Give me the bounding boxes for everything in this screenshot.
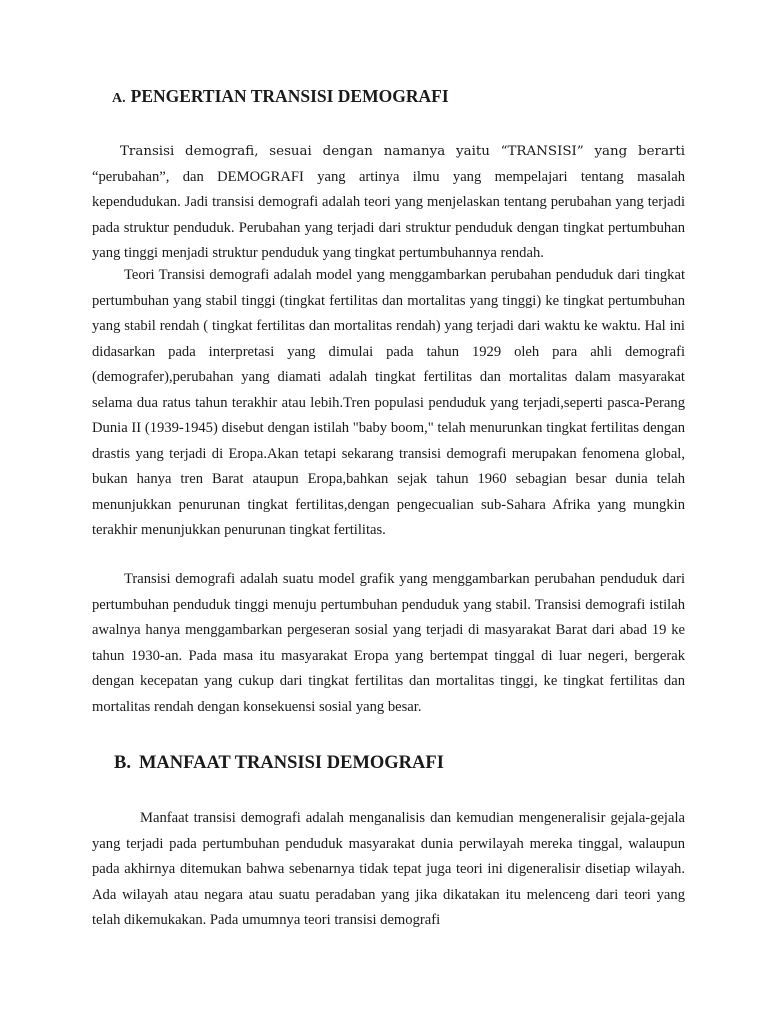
section-a-marker: A. [112, 91, 126, 106]
section-b-paragraph-1: Manfaat transisi demografi adalah menganalisis dan kemudian mengeneralisir gejala-gejala yang terjadi pada pertumbuhan penduduk masyarakat dunia perwilayah mereka tinggal, walaupun pada akhirnya ditemukan bahwa sebenarnya tidak tepat juga teori ini digeneralisir disetiap wilayah. Ada wilayah atau negara atau suatu peradaban yang jika dikatakan itu melenceng dari teori yang telah dikemukakan. Pada umumnya teori transisi demografi [92, 810, 685, 928]
section-b-title: MANFAAT TRANSISI DEMOGRAFI [138, 753, 444, 773]
section-b-marker: B. [114, 753, 131, 773]
section-a-heading [112, 86, 449, 107]
section-a-paragraph-3: Transisi demografi adalah suatu model grafik yang menggambarkan perubahan penduduk dari pertumbuhan penduduk tinggi menuju pertumbuhan penduduk yang stabil. Transisi demografi istilah awalnya hanya menggambarkan pergeseran sosial yang terjadi di masyarakat Barat dari abad 19 ke tahun 1930-an. Pada masa itu masyarakat Eropa yang bertempat tinggal di luar negeri, bergerak dengan kecepatan yang cukup dari tingkat fertilitas dan mortalitas tinggi, ke tingkat fertilitas dan mortalitas rendah dengan konsekuensi sosial yang besar. [92, 571, 685, 715]
section-a-paragraph-2: Teori Transisi demografi adalah model yang menggambarkan perubahan penduduk dari tingkat pertumbuhan yang stabil tinggi (tingkat fertilitas dan mortalitas yang tinggi) ke tingkat pertumbuhan yang stabil rendah ( tingkat fertilitas dan mortalitas rendah) yang terjadi dari waktu ke waktu. Hal ini didasarkan pada interpretasi yang dimulai pada tahun 1929 oleh para ahli demografi (demografer),perubahan yang diamati adalah tingkat fertilitas dan mortalitas dalam masyarakat selama dua ratus tahun terakhir atau lebih.Tren populasi penduduk yang terjadi,seperti pasca-Perang Dunia II (1939-1945) disebut dengan istilah "baby boom," telah menurunkan tingkat fertilitas dengan drastis yang terjadi di Eropa.Akan tetapi sekarang transisi demografi merupakan fenomena global, bukan hanya tren Barat ataupun Eropa,bahkan sejak tahun 1960 sebagian besar dunia telah menunjukkan penurunan tingkat fertilitas,dengan pengecualian sub-Sahara Afrika yang mungkin terakhir menunjukkan penurunan tingkat fertilitas. [92, 267, 685, 538]
section-b-heading [114, 753, 444, 774]
section-a-title: PENGERTIAN TRANSISI DEMOGRAFI [130, 86, 449, 106]
section-a-paragraph-1: Transisi demografi, sesuai dengan namanya yaitu “TRANSISI” yang berarti “perubahan”, dan DEMOGRAFI yang artinya ilmu yang mempelajari tentang masalah kependudukan. Jadi transisi demografi adalah teori yang menjelaskan tentang perubahan yang terjadi pada struktur penduduk. Perubahan yang terjadi dari struktur penduduk dengan tingkat pertumbuhan yang tinggi menjadi struktur penduduk yang tingkat pertumbuhannya rendah. [92, 144, 685, 261]
